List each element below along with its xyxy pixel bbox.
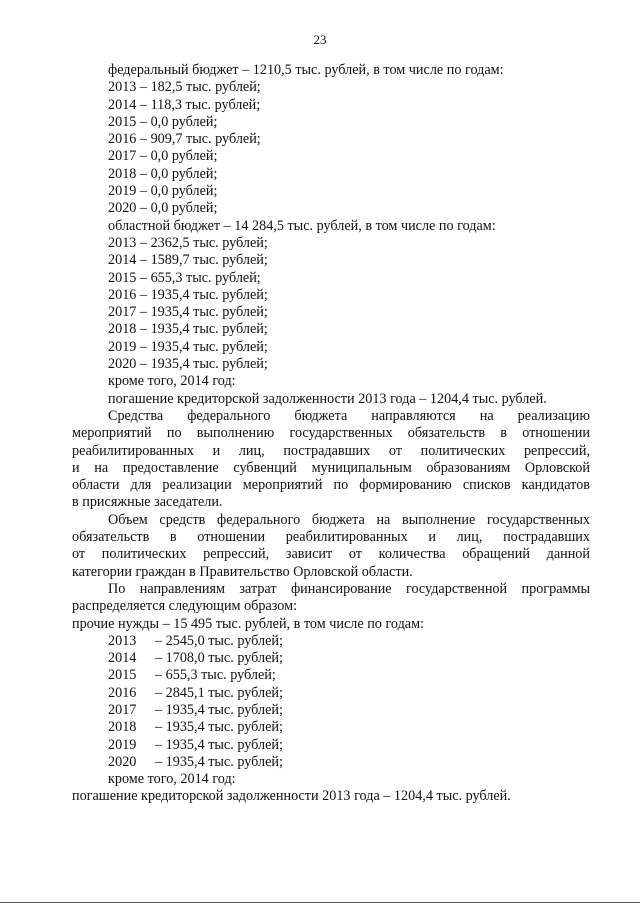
federal-year-line: 2015 – 0,0 рублей;	[108, 113, 218, 130]
year-label: 2014	[108, 650, 137, 667]
year-amount: – 1935,4 тыс. рублей;	[155, 736, 283, 753]
paragraph-federal-funds-line: в присяжные заседатели.	[72, 494, 223, 511]
other-needs-year-line	[72, 667, 590, 684]
other-needs-repayment-line: погашение кредиторской задолженности 2013 года – 1204,4 тыс. рублей.	[72, 788, 511, 805]
other-needs-year-line	[72, 633, 590, 650]
year-amount: – 1935,4 тыс. рублей;	[155, 701, 283, 718]
regional-year-line: 2017 – 1935,4 тыс. рублей;	[108, 304, 268, 321]
regional-year-line: 2014 – 1589,7 тыс. рублей;	[108, 252, 268, 269]
paragraph-funds-volume-line: обязательств в отношении реабилитированных и лиц, пострадавших	[72, 529, 590, 546]
other-needs-besides-line: кроме того, 2014 год:	[108, 771, 236, 788]
paragraph-distribution-line: распределяется следующим образом:	[72, 598, 298, 615]
federal-year-line: 2016 – 909,7 тыс. рублей;	[108, 131, 261, 148]
other-needs-year-line	[72, 754, 590, 771]
year-label: 2013	[108, 632, 137, 649]
other-needs-year-line	[72, 737, 590, 754]
federal-year-line: 2013 – 182,5 тыс. рублей;	[108, 79, 261, 96]
document-body	[72, 62, 590, 806]
year-amount: – 2545,0 тыс. рублей;	[155, 632, 283, 649]
regional-year-line: 2020 – 1935,4 тыс. рублей;	[108, 356, 268, 373]
other-needs-year-line	[72, 650, 590, 667]
year-amount: – 1708,0 тыс. рублей;	[155, 650, 283, 667]
paragraph-funds-volume-line: Объем средств федерального бюджета на выполнение государственных	[108, 511, 590, 528]
paragraph-federal-funds-line: реабилитированных и лиц, пострадавших от политических репрессий,	[72, 442, 590, 459]
regional-budget-heading: областной бюджет – 14 284,5 тыс. рублей, в том числе по годам:	[108, 217, 496, 234]
year-label: 2020	[108, 753, 137, 770]
year-label: 2016	[108, 684, 137, 701]
other-needs-year-line	[72, 702, 590, 719]
federal-year-line: 2018 – 0,0 рублей;	[108, 165, 218, 182]
other-needs-heading: прочие нужды – 15 495 тыс. рублей, в том числе по годам:	[72, 615, 425, 632]
page-bottom-rule	[0, 902, 640, 903]
paragraph-federal-funds-line: области для реализации мероприятий по формированию списков кандидатов	[72, 477, 590, 494]
year-amount: – 655,3 тыс. рублей;	[155, 667, 276, 684]
regional-year-line: 2018 – 1935,4 тыс. рублей;	[108, 321, 268, 338]
year-label: 2018	[108, 719, 137, 736]
year-amount: – 2845,1 тыс. рублей;	[155, 684, 283, 701]
regional-repayment-line: погашение кредиторской задолженности 2013 года – 1204,4 тыс. рублей.	[108, 390, 547, 407]
paragraph-federal-funds-line: и на предоставление субвенций муниципальным образованиям Орловской	[72, 459, 590, 476]
regional-year-line: 2019 – 1935,4 тыс. рублей;	[108, 338, 268, 355]
paragraph-federal-funds-line: Средства федерального бюджета направляются на реализацию	[108, 407, 590, 424]
federal-year-line: 2020 – 0,0 рублей;	[108, 200, 218, 217]
paragraph-funds-volume-line: категории граждан в Правительство Орловской области.	[72, 563, 413, 580]
federal-budget-heading: федеральный бюджет – 1210,5 тыс. рублей, в том числе по годам:	[108, 62, 504, 78]
regional-year-line: 2013 – 2362,5 тыс. рублей;	[108, 234, 268, 251]
regional-besides-line: кроме того, 2014 год:	[108, 373, 236, 390]
year-label: 2015	[108, 667, 137, 684]
year-label: 2019	[108, 736, 137, 753]
regional-year-line: 2015 – 655,3 тыс. рублей;	[108, 269, 261, 286]
other-needs-year-line	[72, 685, 590, 702]
year-amount: – 1935,4 тыс. рублей;	[155, 719, 283, 736]
other-needs-year-line	[72, 719, 590, 736]
year-label: 2017	[108, 701, 137, 718]
year-amount: – 1935,4 тыс. рублей;	[155, 753, 283, 770]
page-number: 23	[313, 32, 327, 47]
federal-year-line: 2019 – 0,0 рублей;	[108, 183, 218, 200]
paragraph-federal-funds-line: мероприятий по выполнению государственных обязательств в отношении	[72, 425, 590, 442]
regional-year-line: 2016 – 1935,4 тыс. рублей;	[108, 286, 268, 303]
federal-year-line: 2017 – 0,0 рублей;	[108, 148, 218, 165]
federal-year-line: 2014 – 118,3 тыс. рублей;	[108, 96, 261, 113]
paragraph-distribution-line: По направлениям затрат финансирование государственной программы	[108, 580, 590, 597]
paragraph-funds-volume-line: от политических репрессий, зависит от количества обращений данной	[72, 546, 590, 563]
